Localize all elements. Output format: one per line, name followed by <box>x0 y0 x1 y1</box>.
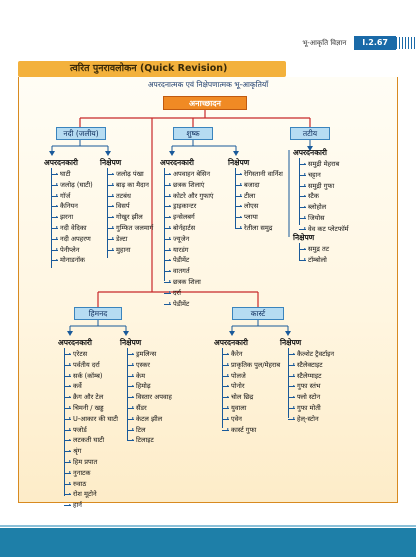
list-item: गुफा स्तंभ <box>288 381 334 392</box>
list-item: कार्स्ट गुफा <box>222 425 280 436</box>
list-item: प्राकृतिक पुल/मेहराब <box>222 360 280 371</box>
list-item: पेडीमेंट <box>164 255 214 266</box>
coastal-erosion-heading: अपरदनकारी <box>293 148 327 157</box>
river-deposition-list <box>107 169 153 255</box>
glacial-deposition-heading: निक्षेपण <box>120 338 142 347</box>
footer-bar <box>0 528 416 557</box>
category-coastal: तटीय <box>290 127 330 140</box>
karst-deposition-list <box>288 349 334 425</box>
list-item: टिलाइट <box>127 435 172 446</box>
list-item: समुद्री गुफा <box>299 181 349 192</box>
list-item: रुवाठ <box>64 479 118 490</box>
list-item: ड्राइकान्टर <box>164 201 214 212</box>
list-item: फ्जोर्ड <box>64 425 118 436</box>
list-item: पोलजे <box>222 371 280 382</box>
list-item: चोल छिद्र <box>222 392 280 403</box>
list-item: एरेटस <box>64 349 118 360</box>
list-item: बजादा <box>235 180 283 191</box>
list-item: कैरेन <box>222 349 280 360</box>
section-title: भू-आकृति विज्ञान <box>302 38 347 47</box>
list-item: गुफा मोती <box>288 403 334 414</box>
list-item: छत्रक शिला <box>164 277 214 288</box>
quick-revision-title: त्वरित पुनरावलोकन (Quick Revision) <box>18 61 286 77</box>
list-item: लटकती घाटी <box>64 435 118 446</box>
list-item: ड्रमलिन्स <box>127 349 172 360</box>
list-item: हिम प्रपात <box>64 457 118 468</box>
list-item: केटल झील <box>127 414 172 425</box>
list-item: एवेन <box>222 414 280 425</box>
list-item: जलोढ़ पंखा <box>107 169 153 180</box>
list-item: क्रैग और टेल <box>64 392 118 403</box>
glacial-erosion-heading: अपरदनकारी <box>58 338 92 347</box>
list-item: छत्रक शिलाएं <box>164 180 214 191</box>
category-arid: शुष्क <box>173 127 213 140</box>
list-item: चट्टान <box>299 170 349 181</box>
list-item: कैल्शेट ट्रैवर्टाइन <box>288 349 334 360</box>
list-item: युवाला <box>222 403 280 414</box>
list-item: विसर्प <box>107 201 153 212</box>
list-item: प्लाया <box>235 212 283 223</box>
karst-erosion-list <box>222 349 280 435</box>
list-item: नदी अपहरण <box>51 234 93 245</box>
river-erosion-list <box>51 169 93 266</box>
list-item: स्टैलेग्माइट <box>288 371 334 382</box>
list-item: टिल <box>127 425 172 436</box>
list-item: एस्कर <box>127 360 172 371</box>
list-item: लोएस <box>235 201 283 212</box>
list-item: स्टैलेक्टाइट <box>288 360 334 371</box>
arid-deposition-heading: निक्षेपण <box>228 158 250 167</box>
footer-accent-line <box>0 525 416 527</box>
list-item: घाटी <box>51 169 93 180</box>
list-item: बोर्नहार्टस <box>164 223 214 234</box>
list-item: हार्न <box>64 500 118 511</box>
list-item: श्रृंग <box>64 446 118 457</box>
list-item: नदी वेदिका <box>51 223 93 234</box>
list-item: अपवाहन बेसिन <box>164 169 214 180</box>
coastal-erosion-list <box>299 159 349 235</box>
list-item: गॉर्ज <box>51 191 93 202</box>
list-item: झरना <box>51 212 93 223</box>
coastal-deposition-heading: निक्षेपण <box>293 233 315 242</box>
list-item: जलोढ़ (घाटी) <box>51 180 93 191</box>
list-item: गोखुर झील <box>107 212 153 223</box>
list-item: रेगिस्तानी वार्निश <box>235 169 283 180</box>
list-item: इन्सेलबर्ग <box>164 212 214 223</box>
list-item: दर्रा <box>164 288 214 299</box>
list-item: पर्वतीय दर्रा <box>64 360 118 371</box>
river-deposition-heading: निक्षेपण <box>100 158 122 167</box>
coastal-deposition-list <box>299 244 329 266</box>
list-item: वेव कट प्लेटफॉर्म <box>299 224 349 235</box>
list-item: यारडंग <box>164 245 214 256</box>
category-karst: कार्स्ट <box>232 307 284 320</box>
list-item: जियोस <box>299 213 349 224</box>
root-node-denudation: अनाच्छादन <box>163 96 247 110</box>
list-item: ज्यूजेन <box>164 234 214 245</box>
list-item: नुनाटक <box>64 468 118 479</box>
list-item: मुहाना <box>107 245 153 256</box>
glacial-deposition-list <box>127 349 172 446</box>
list-item: तटबंध <box>107 191 153 202</box>
category-river: नदी (जलीय) <box>56 127 106 140</box>
list-item: समुद्र तट <box>299 244 329 255</box>
karst-erosion-heading: अपरदनकारी <box>214 338 248 347</box>
page-number-badge: I.2.67 <box>354 36 396 50</box>
list-item: कोटरे और गुफाएं <box>164 191 214 202</box>
list-item: बाढ़ का मैदान <box>107 180 153 191</box>
list-item: वातगर्त <box>164 266 214 277</box>
list-item: रेतीला समुद्र <box>235 223 283 234</box>
diagram-subtitle: अपरदनात्मक एवं निक्षेपणात्मक भू-आकृतियाँ <box>147 80 269 89</box>
list-item: चिमनी / खड्ड <box>64 403 118 414</box>
list-item: फ्लो स्टोन <box>288 392 334 403</box>
list-item: मोनाडनॉक <box>51 255 93 266</box>
list-item: कैनियन <box>51 201 93 212</box>
glacial-erosion-list <box>64 349 118 511</box>
list-item: केम <box>127 371 172 382</box>
list-item: हिमोढ़ <box>127 381 172 392</box>
list-item: विस्तार अपवाह <box>127 392 172 403</box>
list-item: डेल्टा <box>107 234 153 245</box>
list-item: टीला <box>235 191 283 202</box>
list-item: सर्क (कॉम्ब) <box>64 371 118 382</box>
list-item: हेल्-स्टोन <box>288 414 334 425</box>
list-item: गुम्फित जलमार्ग <box>107 223 153 234</box>
arid-erosion-list <box>164 169 214 309</box>
arid-deposition-list <box>235 169 283 234</box>
list-item: ब्लोहोल <box>299 202 349 213</box>
list-item: स्टैक <box>299 191 349 202</box>
category-glacial: हिमनद <box>74 307 122 320</box>
list-item: पोनोर <box>222 381 280 392</box>
list-item: पेडीमेंट <box>164 299 214 310</box>
list-item: कर्वे <box>64 381 118 392</box>
list-item: सैंडर <box>127 403 172 414</box>
list-item: पेनीप्लेन <box>51 245 93 256</box>
river-erosion-heading: अपरदनकारी <box>44 158 78 167</box>
list-item: U-आकार की घाटी <box>64 414 118 425</box>
list-item: टॉम्बोलो <box>299 255 329 266</box>
arid-erosion-heading: अपरदनकारी <box>160 158 194 167</box>
karst-deposition-heading: निक्षेपण <box>280 338 302 347</box>
list-item: समुद्री मेहराब <box>299 159 349 170</box>
list-item: रोश मूटोने <box>64 489 118 500</box>
